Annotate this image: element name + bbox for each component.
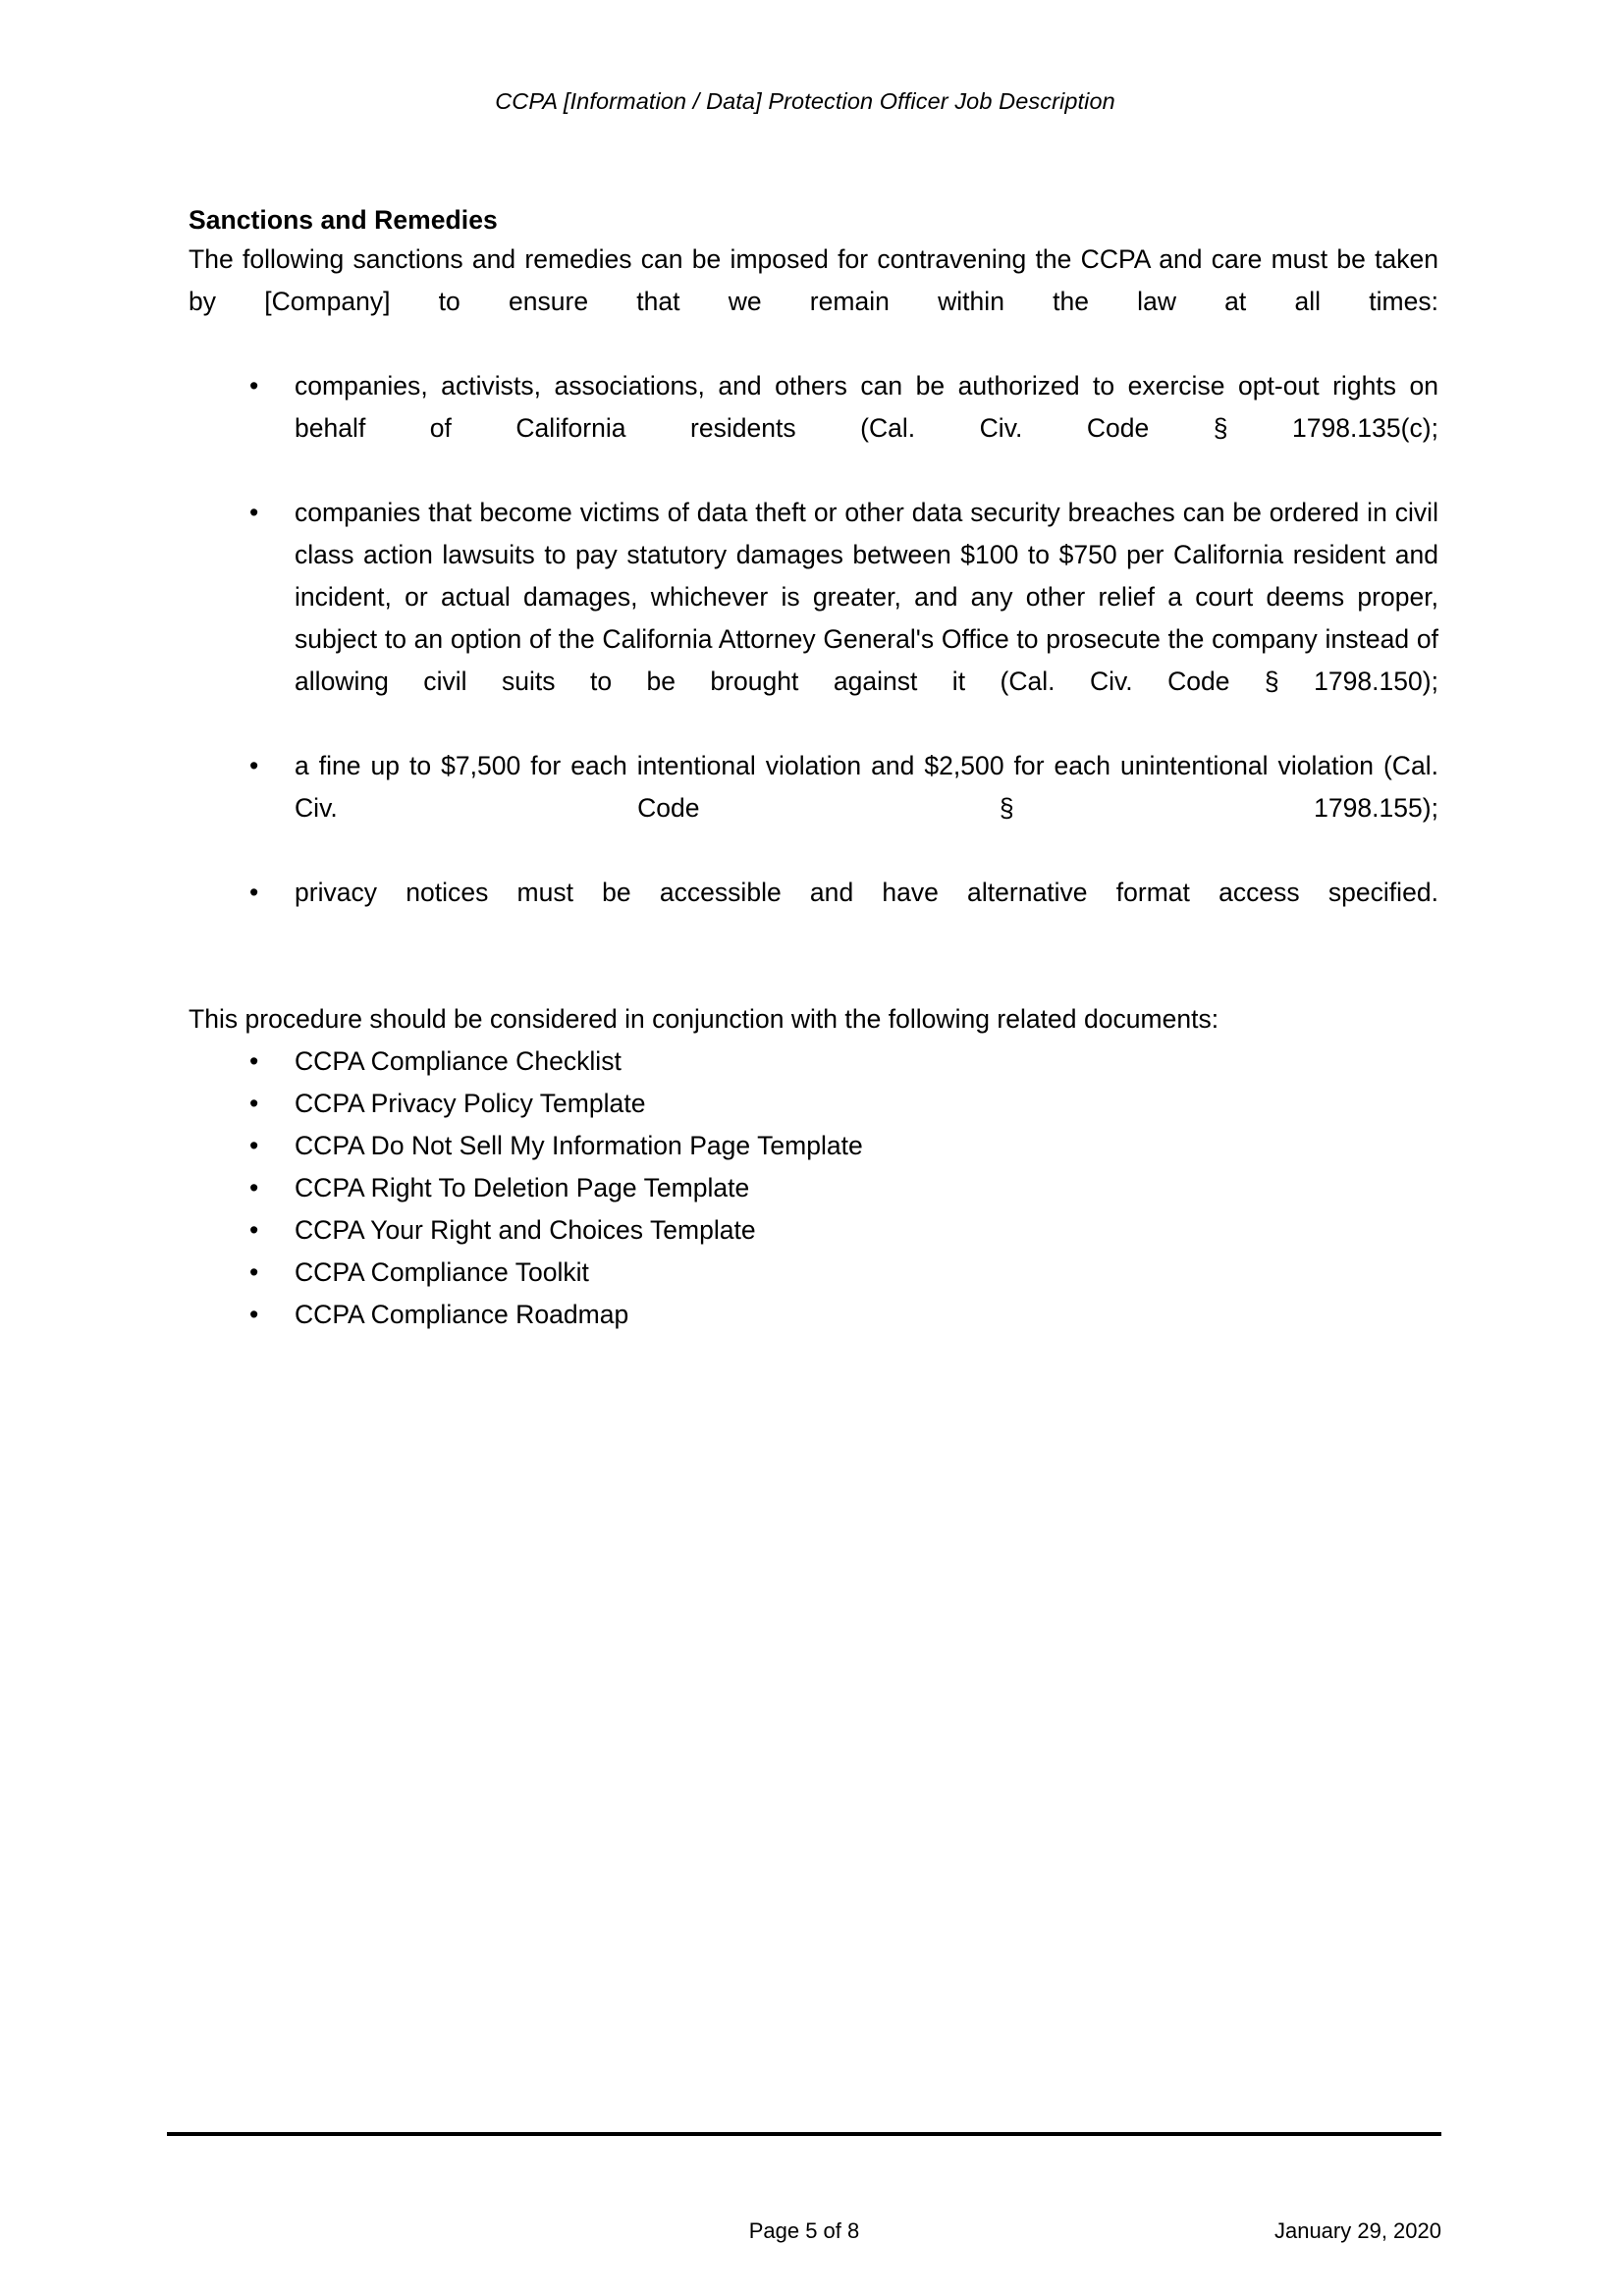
related-documents-list <box>189 1041 1438 1336</box>
list-item-text: CCPA Privacy Policy Template <box>295 1089 646 1118</box>
list-item <box>189 1125 1438 1167</box>
bullet-icon: • <box>249 1131 259 1160</box>
sanctions-list <box>189 365 1438 956</box>
intro-paragraph: The following sanctions and remedies can be imposed for contravening the CCPA and care must be taken by [Company] to ensure that we remain within the law at all times: <box>189 244 1438 316</box>
list-item <box>189 1041 1438 1083</box>
list-item-text: companies, activists, associations, and others can be authorized to exercise opt-out rights on behalf of California residents (Cal. Civ. Code § 1798.135(c); <box>295 371 1438 443</box>
related-documents-intro: This procedure should be considered in conjunction with the following related documents: <box>189 1004 1219 1034</box>
list-item-text: CCPA Compliance Toolkit <box>295 1257 589 1287</box>
list-item <box>189 1209 1438 1252</box>
list-item-text: privacy notices must be accessible and have alternative format access specified. <box>295 878 1438 907</box>
footer-divider <box>167 2132 1441 2136</box>
list-item-text: CCPA Compliance Roadmap <box>295 1300 629 1329</box>
list-item-text: CCPA Do Not Sell My Information Page Template <box>295 1131 863 1160</box>
list-item <box>189 492 1438 745</box>
bullet-icon: • <box>249 1215 259 1245</box>
list-item <box>189 1083 1438 1125</box>
paragraph-spacer <box>189 956 1438 998</box>
list-item-text: CCPA Compliance Checklist <box>295 1046 622 1076</box>
list-item <box>189 872 1438 956</box>
page-number: Page 5 of 8 <box>748 2218 860 2243</box>
bullet-icon: • <box>249 371 259 400</box>
list-item-text: CCPA Your Right and Choices Template <box>295 1215 756 1245</box>
bullet-icon: • <box>249 498 259 527</box>
list-item <box>189 1252 1438 1294</box>
list-item <box>189 365 1438 492</box>
bullet-icon: • <box>249 1173 259 1202</box>
bullet-icon: • <box>249 1089 259 1118</box>
list-item <box>189 1167 1438 1209</box>
bullet-icon: • <box>249 1046 259 1076</box>
running-header: CCPA [Information / Data] Protection Officer Job Description <box>495 88 1115 114</box>
bullet-icon: • <box>249 751 259 780</box>
document-body <box>189 201 1438 1336</box>
list-item-text: a fine up to $7,500 for each intentional violation and $2,500 for each unintentional violation (Cal. Civ. Code § 1798.155); <box>295 751 1438 823</box>
footer-date: January 29, 2020 <box>1273 2218 1441 2243</box>
list-item <box>189 1294 1438 1336</box>
bullet-icon: • <box>249 1300 259 1329</box>
footer <box>167 2216 1441 2250</box>
page-title: Sanctions and Remedies <box>189 205 498 235</box>
list-item-text: companies that become victims of data theft or other data security breaches can be ordered in civil class action lawsuits to pay statutory damages between $100 to $750 per California resident and incident, or actual damages, whichever is greater, and any other relief a court deems proper, subject to an option of the California Attorney General's Office to prosecute the company instead of allowing civil suits to be brought against it (Cal. Civ. Code § 1798.150); <box>295 498 1438 696</box>
list-item-text: CCPA Right To Deletion Page Template <box>295 1173 750 1202</box>
list-item <box>189 745 1438 872</box>
bullet-icon: • <box>249 878 259 907</box>
bullet-icon: • <box>249 1257 259 1287</box>
